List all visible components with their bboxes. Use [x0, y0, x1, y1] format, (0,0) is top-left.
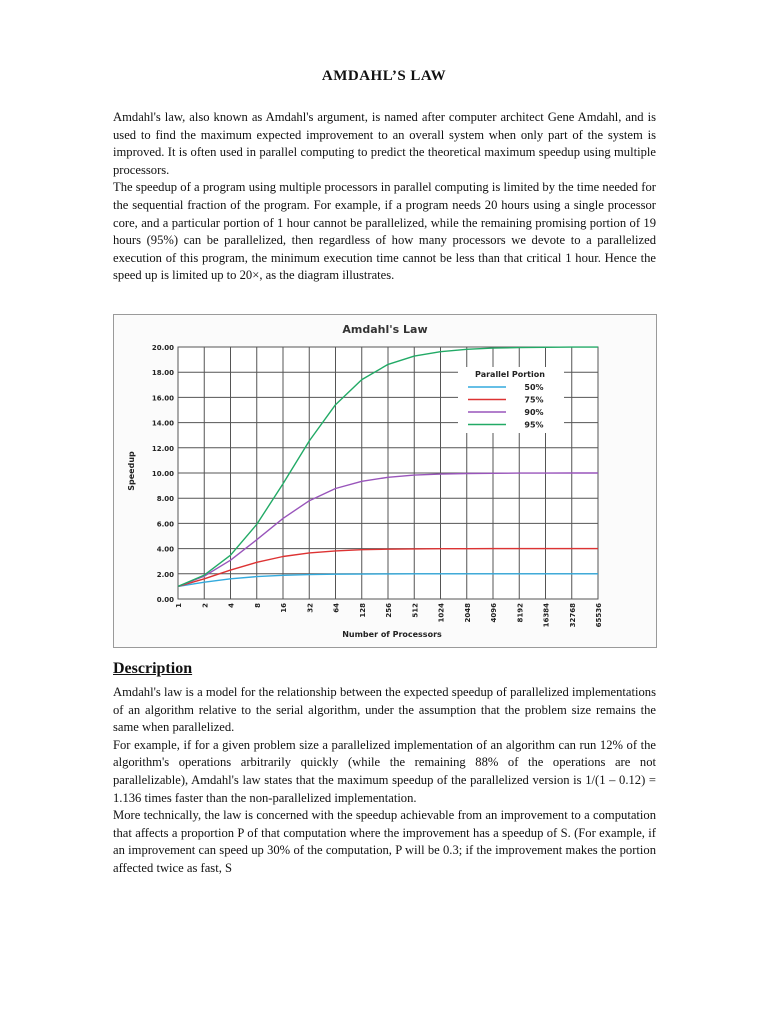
legend-label: 90% [524, 408, 544, 417]
y-tick-label: 12.00 [151, 444, 174, 453]
chart-x-axis-label: Number of Processors [342, 630, 442, 639]
intro-paragraph: The speedup of a program using multiple processors in parallel computing is limited by the time needed for the sequential fraction of the program. For example, if a program needs 20 hours using a single processor core, and a particular portion of 1 hour cannot be parallelized, while the remaining promising portion of 19 hours (95%) can be parallelized, then regardless of how many processors we devote to a parallelized execution of this program, the minimum execution time cannot be less than that critical 1 hour. Hence the speed up is limited up to 20×, as the diagram illustrates. [113, 180, 656, 283]
x-tick-label: 32 [306, 603, 315, 613]
description-text [113, 684, 656, 878]
x-tick-label: 2 [201, 603, 210, 608]
x-tick-label: 512 [411, 603, 420, 618]
x-tick-label: 2048 [463, 603, 472, 623]
description-heading: Description [113, 660, 193, 677]
description-paragraph: More technically, the law is concerned with the speedup achievable from an improvement to a computation that affects a proportion P of that computation where the improvement has a speedup of S. (For example, if an improvement can speed up 30% of the computation, P will be 0.3; if the improvement makes the portion affected twice as fast, S [113, 808, 656, 875]
y-tick-label: 2.00 [156, 570, 174, 579]
x-tick-label: 16 [280, 603, 288, 613]
y-tick-label: 4.00 [156, 545, 174, 554]
intro-paragraph: Amdahl's law, also known as Amdahl's argument, is named after computer architect Gene Amdahl, and is used to find the maximum expected improvement to an overall system when only part of the system is improved. It is often used in parallel computing to predict the theoretical maximum speedup using multiple processors. [113, 110, 656, 177]
x-tick-label: 256 [385, 603, 393, 618]
y-tick-label: 16.00 [151, 394, 174, 403]
page-title: AMDAHL’S LAW [321, 68, 447, 84]
legend-label: 95% [524, 420, 544, 430]
y-tick-label: 0.00 [156, 596, 174, 604]
description-paragraph: Amdahl's law is a model for the relationship between the expected speedup of parallelized implementations of an algorithm relative to the serial algorithm, under the assumption that the problem size remains the same when parallelized. [113, 685, 656, 735]
x-tick-label: 1024 [437, 603, 446, 623]
intro-text [113, 109, 656, 285]
y-tick-label: 6.00 [156, 520, 174, 529]
x-tick-label: 128 [358, 603, 367, 618]
y-tick-label: 18.00 [151, 369, 174, 378]
amdahl-chart-figure [113, 314, 657, 648]
x-tick-label: 4096 [490, 603, 498, 623]
x-tick-label: 32768 [568, 603, 577, 628]
description-paragraph: For example, if for a given problem size a parallelized implementation of an algorithm can run 12% of the algorithm's operations arbitrarily quickly (while the remaining 88% of the operations are not parallelizable), Amdahl's law states that the maximum speedup of the parallelized version is 1/(1 – 0.12) = 1.136 times faster than the non-parallelized implementation. [113, 737, 656, 805]
x-tick-label: 16384 [542, 603, 551, 628]
legend-title: Parallel Portion [475, 370, 545, 379]
x-tick-label: 65536 [595, 603, 603, 628]
x-tick-label: 1 [175, 603, 183, 608]
y-tick-label: 10.00 [151, 470, 174, 478]
amdahl-chart [114, 315, 656, 647]
legend-label: 75% [524, 395, 544, 405]
x-tick-label: 64 [332, 603, 341, 613]
x-tick-label: 4 [227, 603, 236, 608]
y-tick-label: 20.00 [151, 344, 174, 352]
x-tick-label: 8 [253, 603, 262, 608]
chart-y-axis-label: Speedup [127, 451, 136, 491]
x-tick-label: 8192 [516, 603, 525, 623]
y-tick-label: 8.00 [156, 495, 174, 504]
legend-label: 50% [524, 383, 544, 392]
y-tick-label: 14.00 [151, 419, 174, 428]
chart-title: Amdahl's Law [342, 323, 428, 336]
